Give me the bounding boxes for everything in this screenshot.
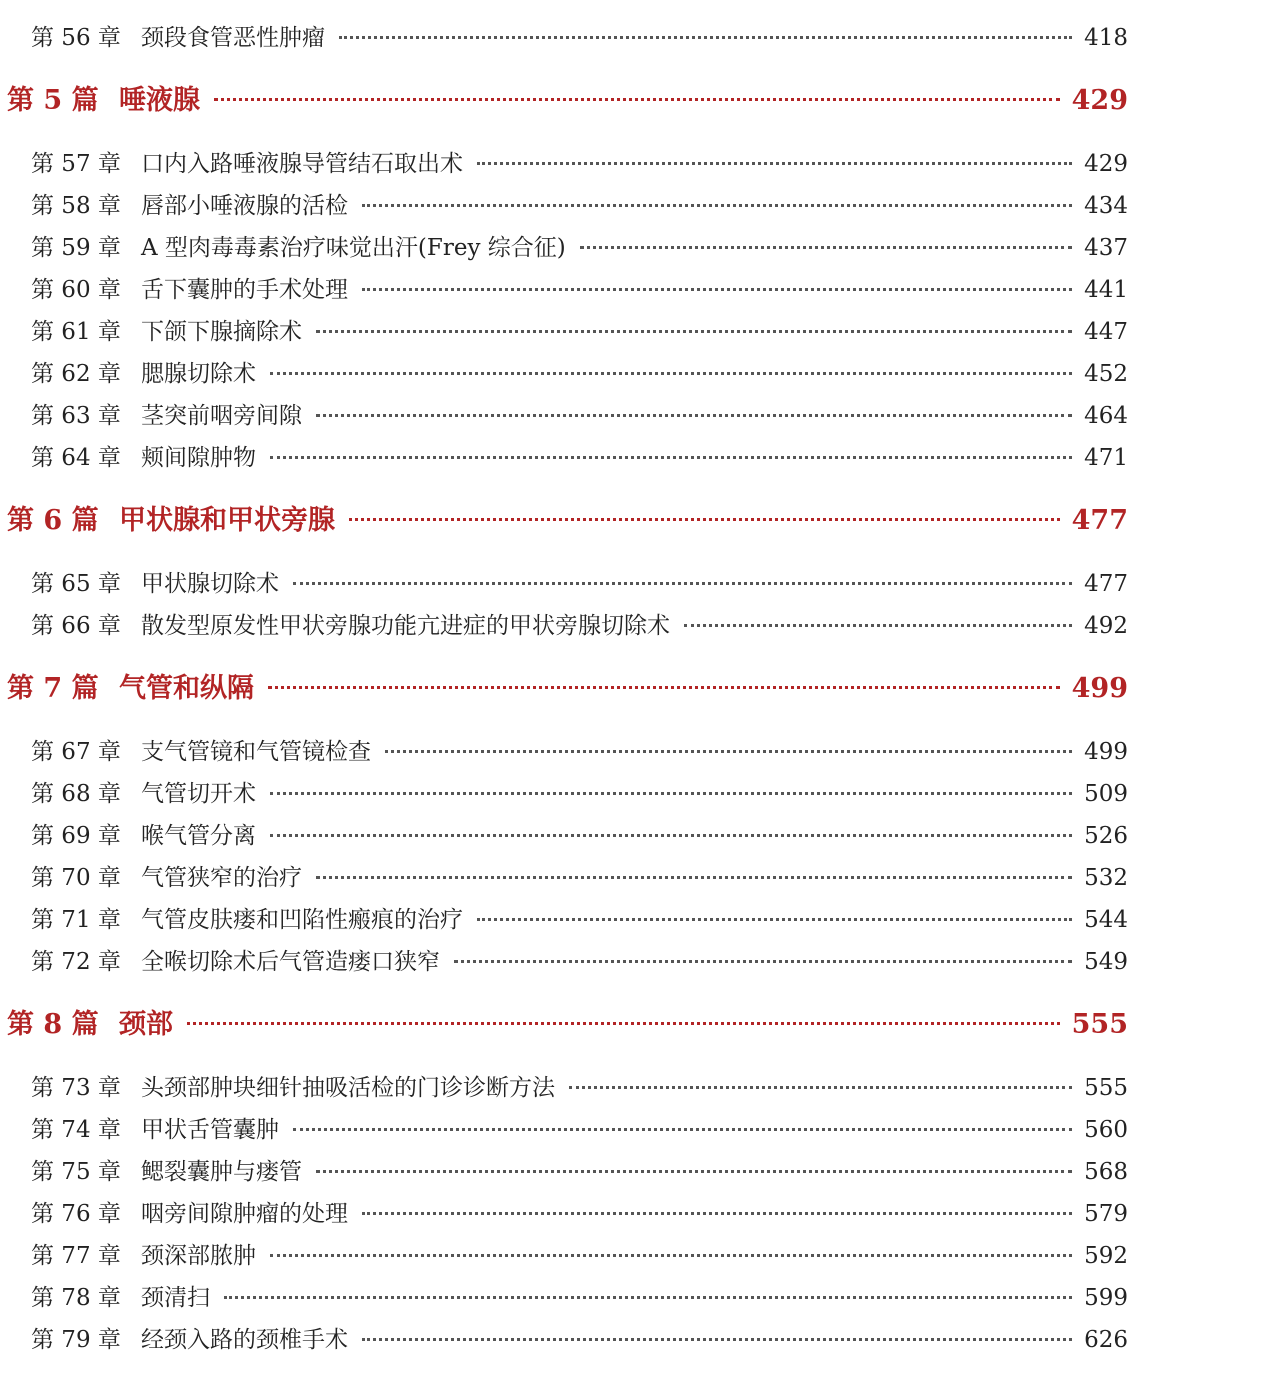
page-number: 429: [1071, 85, 1128, 116]
toc-chapter-row[interactable]: [0, 1193, 1128, 1235]
dot-leader: [362, 288, 1072, 291]
toc-chapter-row[interactable]: [0, 815, 1128, 857]
page-number: 477: [1071, 505, 1128, 536]
toc-part-heading[interactable]: [0, 1002, 1128, 1048]
chapter-number: 第 63 章: [31, 403, 121, 429]
page-number: 509: [1084, 781, 1128, 807]
page-number: 579: [1084, 1201, 1128, 1227]
part-title: 甲状腺和甲状旁腺: [119, 505, 335, 536]
dot-leader: [454, 960, 1072, 963]
chapter-number: 第 61 章: [31, 319, 121, 345]
dot-leader: [362, 1212, 1072, 1215]
page-number: 568: [1084, 1159, 1128, 1185]
chapter-title: 颈段食管恶性肿瘤: [141, 25, 325, 51]
page-number: 447: [1084, 319, 1128, 345]
page-number: 441: [1084, 277, 1128, 303]
chapter-title: 支气管镜和气管镜检查: [141, 739, 371, 765]
chapter-title: 经颈入路的颈椎手术: [141, 1327, 348, 1353]
toc-chapter-row[interactable]: [0, 143, 1128, 185]
page-number: 544: [1084, 907, 1128, 933]
toc-chapter-row[interactable]: [0, 731, 1128, 773]
page-number: 418: [1084, 25, 1128, 51]
page-number: 477: [1084, 571, 1128, 597]
page-number: 464: [1084, 403, 1128, 429]
chapter-title: 咽旁间隙肿瘤的处理: [141, 1201, 348, 1227]
toc-chapter-row[interactable]: [0, 773, 1128, 815]
chapter-title: 气管切开术: [141, 781, 256, 807]
chapter-number: 第 69 章: [31, 823, 121, 849]
chapter-number: 第 71 章: [31, 907, 121, 933]
chapter-number: 第 73 章: [31, 1075, 121, 1101]
toc-chapter-row[interactable]: [0, 353, 1128, 395]
toc-chapter-row[interactable]: [0, 1235, 1128, 1277]
page-number: 555: [1084, 1075, 1128, 1101]
dot-leader: [349, 518, 1060, 521]
dot-leader: [270, 456, 1072, 459]
chapter-title: 腮腺切除术: [141, 361, 256, 387]
chapter-number: 第 74 章: [31, 1117, 121, 1143]
dot-leader: [385, 750, 1072, 753]
chapter-title: 甲状舌管囊肿: [141, 1117, 279, 1143]
dot-leader: [224, 1296, 1072, 1299]
page-number: 555: [1071, 1009, 1128, 1040]
page-number: 471: [1084, 445, 1128, 471]
part-number: 第 6 篇: [7, 505, 99, 536]
dot-leader: [270, 792, 1072, 795]
dot-leader: [268, 686, 1060, 689]
chapter-title: 全喉切除术后气管造瘘口狭窄: [141, 949, 440, 975]
dot-leader: [316, 330, 1072, 333]
dot-leader: [293, 1128, 1072, 1131]
dot-leader: [270, 1254, 1072, 1257]
dot-leader: [362, 1338, 1072, 1341]
dot-leader: [316, 1170, 1072, 1173]
toc-chapter-row[interactable]: [0, 185, 1128, 227]
chapter-number: 第 57 章: [31, 151, 121, 177]
dot-leader: [293, 582, 1072, 585]
chapter-title: 颈清扫: [141, 1285, 210, 1311]
chapter-number: 第 78 章: [31, 1285, 121, 1311]
toc-chapter-row[interactable]: [0, 17, 1128, 59]
chapter-title: 气管皮肤瘘和凹陷性瘢痕的治疗: [141, 907, 463, 933]
chapter-title: 气管狭窄的治疗: [141, 865, 302, 891]
chapter-title: 舌下囊肿的手术处理: [141, 277, 348, 303]
toc-part-heading[interactable]: [0, 498, 1128, 544]
dot-leader: [316, 414, 1072, 417]
page-number: 452: [1084, 361, 1128, 387]
page-number: 429: [1084, 151, 1128, 177]
dot-leader: [187, 1022, 1060, 1025]
page-number: 499: [1084, 739, 1128, 765]
dot-leader: [316, 876, 1072, 879]
chapter-number: 第 68 章: [31, 781, 121, 807]
page-number: 560: [1084, 1117, 1128, 1143]
page-number: 532: [1084, 865, 1128, 891]
chapter-title: A 型肉毒毒素治疗味觉出汗(Frey 综合征): [141, 235, 566, 261]
dot-leader: [477, 162, 1072, 165]
chapter-number: 第 70 章: [31, 865, 121, 891]
page-number: 592: [1084, 1243, 1128, 1269]
page-number: 526: [1084, 823, 1128, 849]
chapter-title: 下颌下腺摘除术: [141, 319, 302, 345]
part-number: 第 7 篇: [7, 673, 99, 704]
chapter-number: 第 77 章: [31, 1243, 121, 1269]
toc-chapter-row[interactable]: [0, 563, 1128, 605]
dot-leader: [362, 204, 1072, 207]
chapter-number: 第 64 章: [31, 445, 121, 471]
toc-chapter-row[interactable]: [0, 1067, 1128, 1109]
chapter-number: 第 65 章: [31, 571, 121, 597]
chapter-number: 第 66 章: [31, 613, 121, 639]
chapter-number: 第 62 章: [31, 361, 121, 387]
chapter-number: 第 67 章: [31, 739, 121, 765]
toc-chapter-row[interactable]: [0, 1277, 1128, 1319]
chapter-number: 第 59 章: [31, 235, 121, 261]
part-number: 第 5 篇: [7, 85, 99, 116]
toc-chapter-row[interactable]: [0, 1151, 1128, 1193]
dot-leader: [569, 1086, 1072, 1089]
chapter-number: 第 58 章: [31, 193, 121, 219]
toc-chapter-row[interactable]: [0, 1109, 1128, 1151]
chapter-title: 鳃裂囊肿与瘘管: [141, 1159, 302, 1185]
chapter-title: 颊间隙肿物: [141, 445, 256, 471]
part-title: 气管和纵隔: [119, 673, 254, 704]
page-number: 499: [1071, 673, 1128, 704]
dot-leader: [684, 624, 1072, 627]
chapter-title: 散发型原发性甲状旁腺功能亢进症的甲状旁腺切除术: [141, 613, 670, 639]
page-number: 434: [1084, 193, 1128, 219]
chapter-title: 喉气管分离: [141, 823, 256, 849]
chapter-title: 甲状腺切除术: [141, 571, 279, 597]
page-number: 549: [1084, 949, 1128, 975]
toc-chapter-row[interactable]: [0, 395, 1128, 437]
part-number: 第 8 篇: [7, 1009, 99, 1040]
toc-chapter-row[interactable]: [0, 1319, 1128, 1361]
dot-leader: [477, 918, 1072, 921]
chapter-number: 第 76 章: [31, 1201, 121, 1227]
toc-chapter-row[interactable]: [0, 899, 1128, 941]
part-title: 颈部: [119, 1009, 173, 1040]
chapter-title: 口内入路唾液腺导管结石取出术: [141, 151, 463, 177]
toc-chapter-row[interactable]: [0, 311, 1128, 353]
toc-chapter-row[interactable]: [0, 269, 1128, 311]
dot-leader: [214, 98, 1060, 101]
toc-part-heading[interactable]: [0, 666, 1128, 712]
toc-chapter-row[interactable]: [0, 227, 1128, 269]
toc-chapter-row[interactable]: [0, 605, 1128, 647]
page-number: 599: [1084, 1285, 1128, 1311]
dot-leader: [270, 834, 1072, 837]
dot-leader: [339, 36, 1072, 39]
chapter-number: 第 56 章: [31, 25, 121, 51]
chapter-title: 唇部小唾液腺的活检: [141, 193, 348, 219]
dot-leader: [580, 246, 1072, 249]
toc-part-heading[interactable]: [0, 78, 1128, 124]
toc-chapter-row[interactable]: [0, 437, 1128, 479]
toc-chapter-row[interactable]: [0, 941, 1128, 983]
page-number: 492: [1084, 613, 1128, 639]
chapter-number: 第 75 章: [31, 1159, 121, 1185]
page-number: 626: [1084, 1327, 1128, 1353]
chapter-title: 头颈部肿块细针抽吸活检的门诊诊断方法: [141, 1075, 555, 1101]
chapter-title: 茎突前咽旁间隙: [141, 403, 302, 429]
chapter-title: 颈深部脓肿: [141, 1243, 256, 1269]
part-title: 唾液腺: [119, 85, 200, 116]
chapter-number: 第 79 章: [31, 1327, 121, 1353]
chapter-number: 第 72 章: [31, 949, 121, 975]
page-number: 437: [1084, 235, 1128, 261]
chapter-number: 第 60 章: [31, 277, 121, 303]
dot-leader: [270, 372, 1072, 375]
toc-chapter-row[interactable]: [0, 857, 1128, 899]
